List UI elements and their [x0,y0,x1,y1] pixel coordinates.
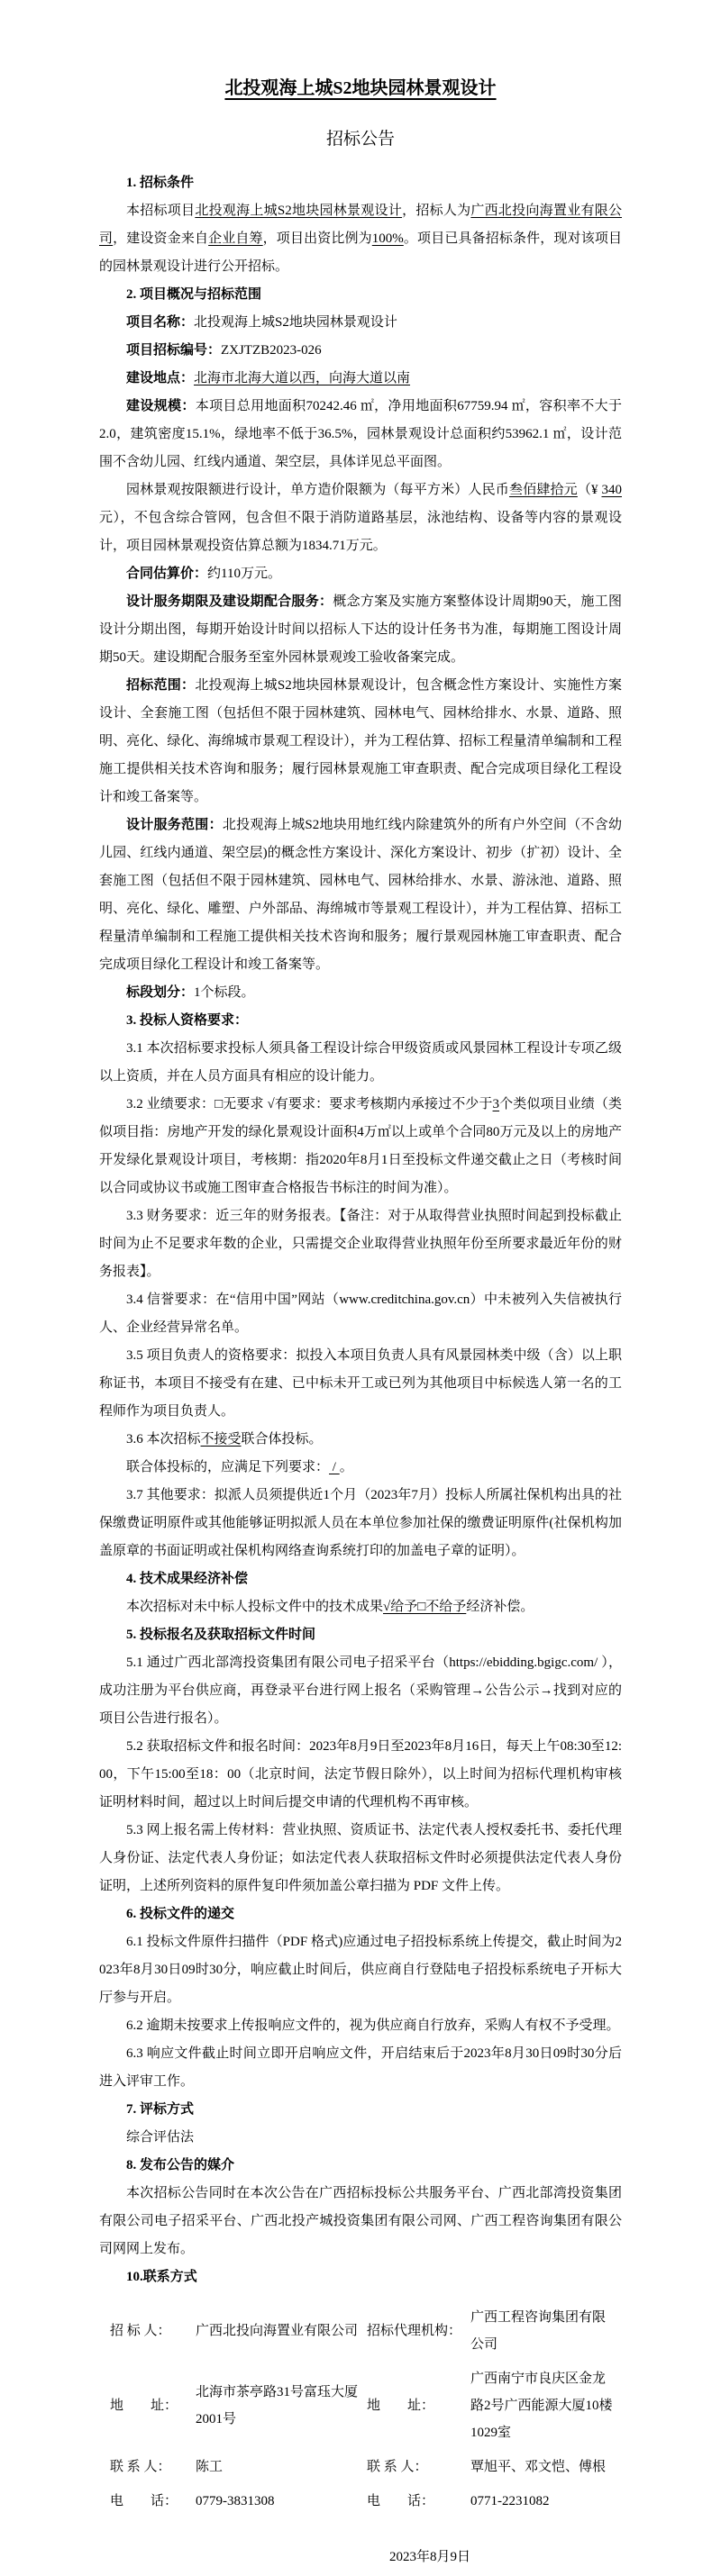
section-heading [99,169,622,197]
section-heading [99,1565,622,1593]
text-segment: 340 [601,483,622,497]
paragraph [99,1733,622,1817]
paragraph [99,1649,622,1733]
agency-label: 招标代理机构： [367,2324,462,2338]
text-segment: 建设规模： [126,399,196,413]
text-segment: 8. 发布公告的媒介 [126,2158,235,2172]
text-segment: 3. 投标人资格要求： [126,1013,249,1028]
announcement-date: 2023年8月9日 [389,2550,471,2564]
paragraph [99,2180,622,2263]
section-heading [99,2152,622,2180]
agency-address: 广西南宁市良庆区金龙路2号广西能源大厦10楼1029室 [470,2372,613,2440]
paragraph [99,337,622,365]
text-segment: 设计服务范围： [126,818,223,832]
paragraph [99,1286,622,1342]
agency-phone: 0771-2231082 [470,2494,550,2508]
text-segment: 3.2 业绩要求：□无要求 √有要求：要求考核期内承接过不少于 [126,1097,493,1111]
text-segment: 3.6 本次招标 [126,1432,201,1447]
section-heading [99,1900,622,1928]
text-segment: ，项目出资比例为 [262,231,372,246]
text-segment: 3 [492,1097,500,1111]
paragraph [99,1454,622,1482]
text-segment: 5.2 获取招标文件和报名时间：2023年8月9日至2023年8月16日，每天上午08:30至12:00，下午15:00至18：00（北京时间，法定节假日除外），以上时间为招标代理机构审核证明材料时间，超过以上时间后提交申请的代理机构不再审核。 [99,1739,622,1810]
text-segment: 北投观海上城S2地块园林景观设计 [195,204,403,218]
paragraph [99,1342,622,1426]
tenderer-name: 广西北投向海置业有限公司 [196,2324,359,2338]
text-segment: 6.1 投标文件原件扫描件（PDF 格式)应通过电子招投标系统上传提交，截止时间为2023年8月30日09时30分，响应截止时间后，供应商自行登陆电子招投标系统电子开标大厅参与开启。 [99,1935,622,2005]
text-segment: 3.5 项目负责人的资格要求：拟投入本项目负责人具有风景园林类中级（含）以上职称证书，本项目不接受有在建、已中标未开工或已列为其他项目中标候选人第一名的工程师作为项目负责人。 [99,1348,622,1419]
paragraph [99,588,622,672]
document-subtitle: 招标公告 [325,130,395,149]
text-segment: 北海市北海大道以西，向海大道以南 [194,371,411,385]
paragraph [99,393,622,476]
paragraph [99,1593,622,1621]
paragraph [99,1091,622,1202]
text-segment: √给予□不给予 [383,1600,467,1614]
text-segment: 10.联系方式 [126,2270,197,2284]
paragraph [99,812,622,979]
text-segment: 经济补偿。 [466,1600,534,1614]
text-segment: 3.1 本次招标要求投标人须具备工程设计综合甲级资质或风景园林工程设计专项乙级以上资质，并在人员方面具有相应的设计能力。 [99,1041,622,1084]
text-segment: ，招标人为 [402,204,471,218]
paragraph [99,476,622,560]
text-segment: 元），不包含综合管网，包含但不限于消防道路基层，泳池结构、设备等内容的景观设计，项目园林景观投资估算总额为1834.71万元。 [99,511,622,553]
paragraph [99,1482,622,1565]
text-segment: 6.2 逾期未按要求上传报响应文件的，视为供应商自行放弃，采购人有权不予受理。 [126,2018,620,2033]
section-heading [99,2096,622,2124]
text-segment: 北投观海上城S2地块用地红线内除建筑外的所有户外空间（不含幼儿园、红线内通道、架空层)的概念性方案设计、深化方案设计、初步（扩初）设计、全套施工图（包括但不限于园林建筑、园林电气、园林给排水、水景、游泳池、道路、照明、亮化、绿化、雕塑、户外部品、海绵城市等景观工程设计），并为工程估算、招标工程量清单编制和工程施工提供相关技术咨询和服务；履行景观园林施工审查职责、配合完成项目绿化工程设计和竣工备案等。 [99,818,622,972]
text-segment: 概念方案及实施方案整体设计周期90天，施工图设计分期出图，每期开始设计时间以招标人下达的设计任务书为准，每期施工图设计周期50天。建设期配合服务至室外园林景观竣工验收备案完成。 [99,594,622,665]
paragraph [99,2040,622,2096]
text-segment: 3.7 其他要求：拟派人员须提供近1个月（2023年7月）投标人所属社保机构出具的社保缴费证明原件或其他能够证明拟派人员在本单位参加社保的缴费证明原件(社保机构加盖原章的书面证明或社保机构网络查询系统打印的加盖电子章的证明）。 [99,1488,622,1558]
text-segment: 本招标项目 [126,204,196,218]
tenderer-phone: 0779-3831308 [196,2494,275,2508]
paragraph [99,1817,622,1900]
text-segment: 6. 投标文件的递交 [126,1907,235,1921]
text-segment: 联合体投标。 [241,1432,323,1447]
text-segment: 6.3 响应文件截止时间立即开启响应文件，开启结束后于2023年8月30日09时30分后进入评审工作。 [99,2046,622,2089]
text-segment: ，建设资金来自 [113,231,209,246]
paragraph [99,1202,622,1286]
section-heading [99,1007,622,1035]
paragraph [99,979,622,1007]
text-segment: 。项目已具备招标条件，现对该项目的园林景观设计进行公开招标。 [99,231,622,274]
paragraph [99,1426,622,1454]
text-segment: 广西北投向海置业有限公司 [99,204,622,246]
text-segment: 本次招标公告同时在本次公告在广西招标投标公共服务平台、广西北部湾投资集团有限公司电子招采平台、广西北投产城投资集团有限公司网、广西工程咨询集团有限公司网网上发布。 [99,2186,622,2256]
text-segment: 约110万元。 [207,567,281,581]
text-segment: 2. 项目概况与招标范围 [126,287,262,302]
text-segment: 本次招标对未中标人投标文件中的技术成果 [126,1600,384,1614]
text-segment: 标段划分： [126,985,195,1000]
paragraph [99,672,622,812]
tenderer-contact: 陈工 [196,2460,224,2474]
agency-contact-label: 联 系 人： [367,2460,428,2474]
text-segment: 设计服务期限及建设期配合服务： [126,594,333,609]
text-segment: 5.3 网上报名需上传材料：营业执照、资质证书、法定代表人授权委托书、委托代理人身份证、法定代表人身份证；如法定代表人获取招标文件时必须提供法定代表人身份证明，上述所列资料的原件复印件须加盖公章扫描为 PDF 文件上传。 [99,1823,622,1893]
text-segment: ZXJTZB2023-026 [221,343,322,358]
text-segment: 合同估算价： [126,567,208,581]
text-segment: 个类似项目业绩（类似项目指：房地产开发的绿化景观设计面积4万㎡以上或单个合同80万元及以上的房地产开发绿化景观设计项目，考核期：指2020年8月1日至投标文件递交截止之日（考核时间以合同或协议书或施工图审查合格报告书标注的时间为准）。 [99,1097,622,1195]
text-segment: 5.1 通过广西北部湾投资集团有限公司电子招采平台（https://ebidding.bgigc.com/ ），成功注册为平台供应商，再登录平台进行网上报名（采购管理→公告公示→找到对应的项目公告进行报名）。 [99,1655,622,1726]
agency-address-label: 地 址： [367,2399,435,2413]
document-body [99,169,622,2291]
agency-name: 广西工程咨询集团有限公司 [470,2310,607,2352]
text-segment: 不接受 [200,1432,242,1447]
text-segment: 3.4 信誉要求：在“信用中国”网站（www.creditchina.gov.cn）中未被列入失信被执行人、企业经营异常名单。 [99,1293,622,1335]
text-segment: 建设地点： [126,371,195,385]
text-segment: 7. 评标方式 [126,2102,195,2117]
text-segment: 北投观海上城S2地块园林景观设计 [194,315,397,330]
text-segment: 1. 招标条件 [126,176,195,190]
section-heading [99,281,622,309]
paragraph [99,309,622,337]
text-segment: 本项目总用地面积70242.46 ㎡，净用地面积67759.94 ㎡，容积率不大于2.0，建筑密度15.1%，绿地率不低于36.5%，园林景观设计总面积约53962.1 ㎡，设计范围不含幼儿园、红线内通道、架空层，具体详见总平面图。 [99,399,622,469]
paragraph [99,2012,622,2040]
text-segment: 综合评估法 [126,2130,195,2145]
paragraph [99,1928,622,2012]
section-heading [99,2263,622,2291]
text-segment: 叁佰肆拾元 [508,483,578,497]
tenderer-phone-label: 电 话： [110,2494,178,2508]
paragraph [99,2124,622,2152]
contact-section [99,2304,622,2515]
text-segment: 北投观海上城S2地块园林景观设计，包含概念性方案设计、实施性方案设计、全套施工图（包括但不限于园林建筑、园林电气、园林给排水、水景、道路、照明、亮化、绿化、海绵城市景观工程设计），并为工程估算、招标工程量清单编制和工程施工提供相关技术咨询和服务；履行园林景观施工审查职责、配合完成项目绿化工程设计和竣工备案等。 [99,678,622,804]
text-segment: 招标范围： [126,678,196,693]
agency-contact: 覃旭平、邓文恺、傅根 [470,2460,607,2474]
text-segment: / [329,1460,340,1474]
text-segment: 5. 投标报名及获取招标文件时间 [126,1628,316,1642]
text-segment: 园林景观按限额进行设计，单方造价限额为（每平方米）人民币 [126,483,509,497]
agency-phone-label: 电 话： [367,2494,435,2508]
text-segment: （¥ [577,483,602,497]
text-segment: 4. 技术成果经济补偿 [126,1572,249,1586]
tenderer-label: 招 标 人： [110,2324,171,2338]
text-segment: 企业自筹 [208,231,263,246]
tenderer-contact-label: 联 系 人： [110,2460,171,2474]
tenderer-address: 北海市茶亭路31号富珏大厦2001号 [196,2385,359,2426]
paragraph [99,365,622,393]
section-heading [99,1621,622,1649]
paragraph [99,560,622,588]
text-segment: 联合体投标的，应满足下列要求： [126,1460,330,1474]
tenderer-address-label: 地 址： [110,2399,178,2413]
text-segment: 3.3 财务要求：近三年的财务报表。【备注：对于从取得营业执照时间起到投标截止时间为止不足要求年数的企业，只需提交企业取得营业执照年份至所要求最近年份的财务报表】。 [99,1209,622,1279]
paragraph [99,197,622,281]
text-segment: 。 [339,1460,353,1474]
text-segment: 项目招标编号： [126,343,222,358]
text-segment: 项目名称： [126,315,195,330]
text-segment: 1个标段。 [194,985,255,1000]
paragraph [99,1035,622,1091]
text-segment: 100% [371,231,404,246]
document-title: 北投观海上城S2地块园林景观设计 [224,78,497,98]
